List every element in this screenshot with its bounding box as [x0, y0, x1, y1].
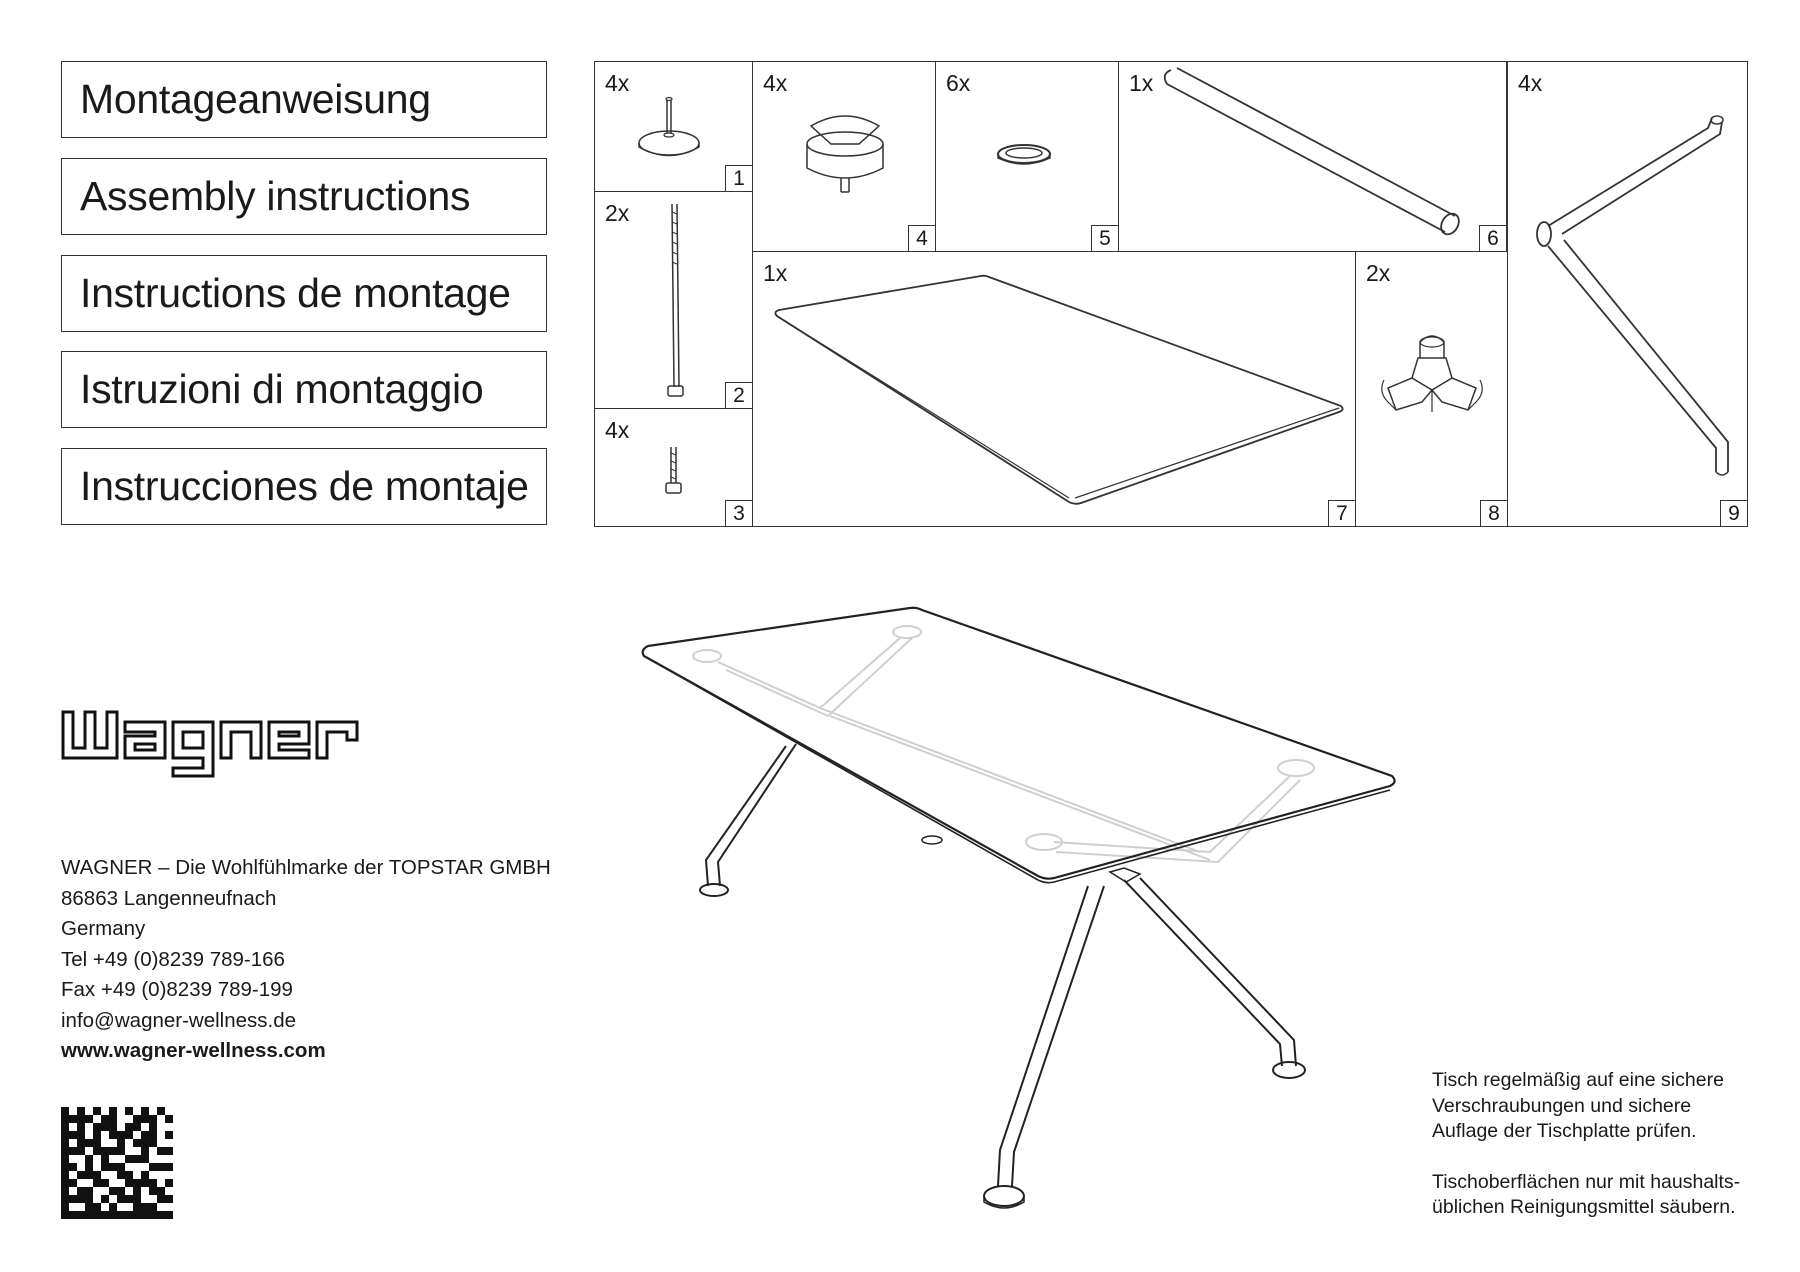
part-5 [935, 61, 1119, 252]
website-link[interactable]: www.wagner-wellness.com [61, 1039, 326, 1062]
title-de: Montageanweisung [61, 61, 547, 138]
crossbar-tube-icon [1119, 62, 1508, 253]
part-number: 2 [725, 382, 753, 409]
datamatrix-code-icon [61, 1107, 173, 1219]
glass-tabletop-icon [753, 252, 1357, 528]
part-9 [1507, 61, 1748, 527]
title-it: Istruzioni di montaggio [61, 351, 547, 428]
part-qty: 4x [605, 70, 630, 96]
part-number: 6 [1479, 225, 1507, 252]
address-city: 86863 Langenneufnach [61, 886, 277, 910]
wagner-logo [61, 700, 381, 780]
part-7 [752, 251, 1356, 527]
assembled-table-illustration [620, 590, 1420, 1230]
part-qty: 1x [1129, 70, 1154, 96]
note-check-screws [1432, 1068, 1740, 1145]
part-qty: 4x [1518, 70, 1543, 96]
part-number: 1 [725, 165, 753, 192]
part-qty: 2x [605, 200, 630, 226]
part-6 [1118, 61, 1507, 252]
part-qty: 6x [946, 70, 971, 96]
title-en: Assembly instructions [61, 158, 547, 235]
title-es: Instrucciones de montaje [61, 448, 547, 525]
part-number: 3 [725, 500, 753, 527]
part-8 [1355, 251, 1508, 527]
part-4 [752, 61, 936, 252]
address-block [61, 853, 551, 1067]
part-2 [594, 191, 753, 409]
title-fr: Instructions de montage [61, 255, 547, 332]
part-qty: 4x [763, 70, 788, 96]
phone-number: Tel +49 (0)8239 789-166 [61, 947, 285, 971]
note-line: üblichen Reinigungsmittel säubern. [1432, 1196, 1736, 1218]
care-notes [1432, 1068, 1740, 1246]
fax-number: Fax +49 (0)8239 789-199 [61, 978, 293, 1001]
part-3 [594, 408, 753, 527]
part-number: 9 [1720, 500, 1748, 527]
company-name: WAGNER – Die Wohlfühlmarke der TOPSTAR GMBH [61, 856, 551, 879]
note-line: Tisch regelmäßig auf eine sichere [1432, 1069, 1724, 1091]
note-cleaning [1432, 1170, 1740, 1221]
address-country: Germany [61, 917, 146, 940]
note-line: Auflage der Tischplatte prüfen. [1432, 1120, 1697, 1142]
part-number: 8 [1480, 500, 1508, 527]
part-qty: 4x [605, 417, 630, 443]
part-qty: 2x [1366, 260, 1391, 286]
part-number: 5 [1091, 225, 1119, 252]
note-line: Verschraubungen und sichere [1432, 1094, 1692, 1117]
table-leg-icon [1508, 62, 1749, 528]
part-number: 7 [1328, 500, 1356, 527]
part-1 [594, 61, 753, 192]
part-number: 4 [908, 225, 936, 252]
parts-list [594, 61, 1748, 527]
email-link[interactable]: info@wagner-wellness.de [61, 1008, 297, 1032]
part-qty: 1x [763, 260, 788, 286]
leg-connector-icon [1356, 252, 1509, 528]
note-line: Tischoberflächen nur mit haushalts- [1432, 1170, 1741, 1193]
